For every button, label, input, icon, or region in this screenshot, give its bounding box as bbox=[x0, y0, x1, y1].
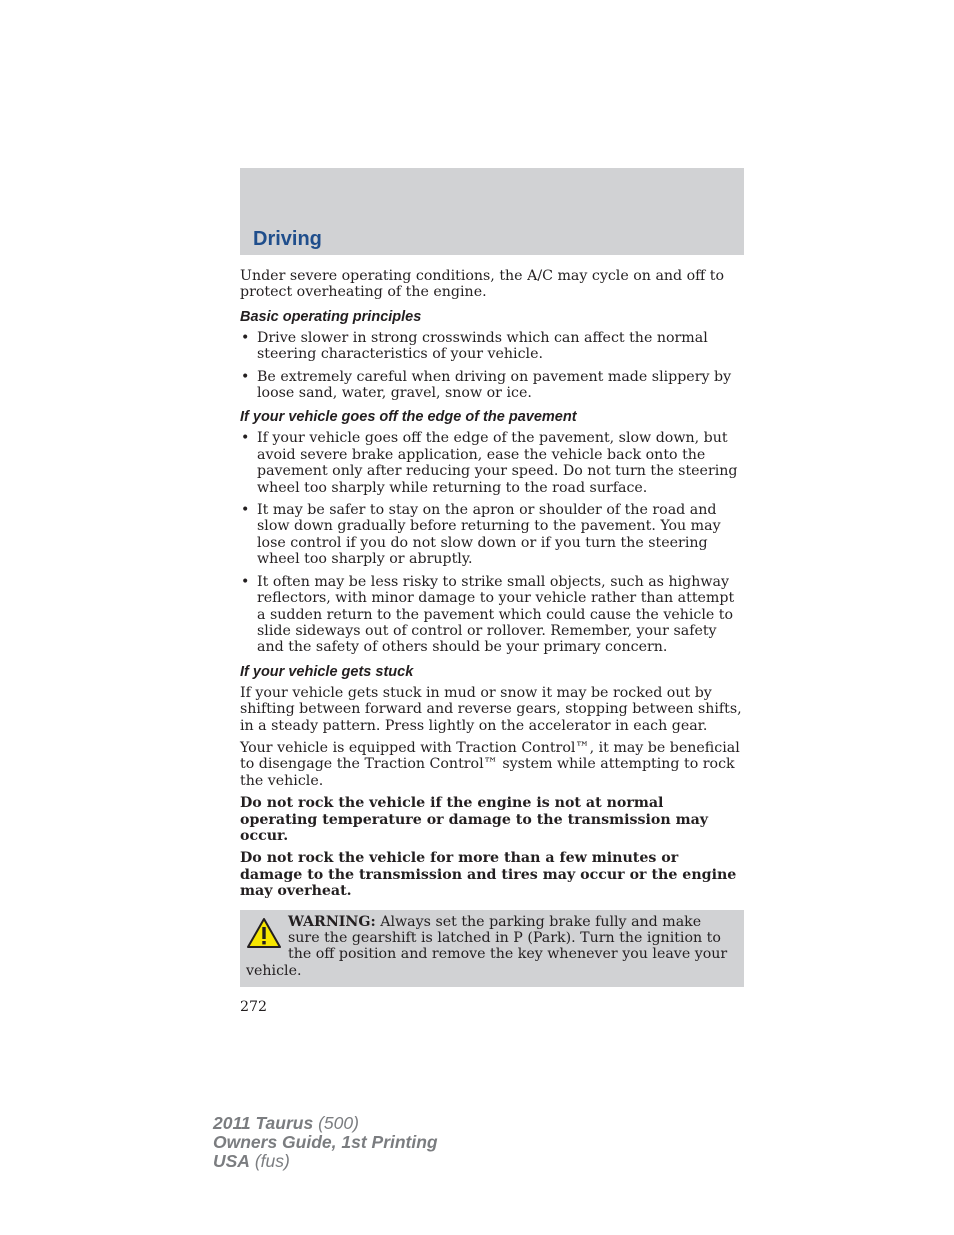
section-title: Driving bbox=[253, 228, 322, 250]
warning-text: Always set the parking brake fully and make sure the gearshift is latched in P (Park). Turn the ignition to the off position and remove the key whenever you leave your vehicle. bbox=[246, 913, 728, 979]
list-item-text: Be extremely careful when driving on pavement made slippery by loose sand, water, gravel, snow or ice. bbox=[257, 368, 732, 402]
list-item-text: Drive slower in strong crosswinds which can affect the normal steering characteristics of your vehicle. bbox=[257, 329, 708, 363]
bullet-icon: • bbox=[241, 329, 250, 346]
list-item-text: It often may be less risky to strike small objects, such as highway reflectors, with minor damage to your vehicle rather than attempt a sudden return to the pavement which could cause the vehicle to slide sideways out of control or rollover. Remember, your safety and the safety of others should be your primary concern. bbox=[257, 573, 735, 656]
bullet-icon: • bbox=[241, 430, 250, 447]
warning-box bbox=[240, 910, 744, 988]
footer-model-line bbox=[213, 1114, 438, 1133]
footer-model: 2011 Taurus bbox=[213, 1113, 314, 1133]
section-header-band bbox=[240, 168, 744, 255]
footer-region: USA bbox=[213, 1151, 250, 1171]
heading-off-pavement: If your vehicle goes off the edge of the pavement bbox=[240, 409, 577, 426]
stuck-paragraph: If your vehicle gets stuck in mud or snow it may be rocked out by shifting between forward and reverse gears, stopping between shifts, in a steady pattern. Press lightly on the accelerator in each gear. bbox=[240, 684, 742, 734]
list-item bbox=[240, 502, 744, 568]
list-item-text: If your vehicle goes off the edge of the pavement, slow down, but avoid severe brake application, ease the vehicle back onto the pavement only after reducing your speed. Do not turn the steering wheel too sharply while returning to the road surface. bbox=[257, 430, 738, 496]
intro-paragraph: Under severe operating conditions, the A/C may cycle on and off to protect overheating of the engine. bbox=[240, 268, 725, 301]
footer-guide: Owners Guide, 1st Printing bbox=[213, 1132, 438, 1152]
caution-paragraph: Do not rock the vehicle if the engine is not at normal operating temperature or damage to the transmission may occur. bbox=[240, 795, 709, 844]
traction-control-paragraph: Your vehicle is equipped with Traction Control™, it may be beneficial to disengage the Traction Control™ system while attempting to rock the vehicle. bbox=[240, 739, 740, 789]
bullet-list-basic bbox=[240, 330, 744, 402]
list-item bbox=[240, 430, 744, 496]
bullet-icon: • bbox=[241, 502, 250, 519]
list-item bbox=[240, 574, 744, 656]
list-item bbox=[240, 369, 744, 402]
bullet-list-off-pavement bbox=[240, 430, 744, 655]
page-content bbox=[240, 268, 744, 1016]
caution-paragraph: Do not rock the vehicle for more than a few minutes or damage to the transmission and tires may occur or the engine may overheat. bbox=[240, 850, 737, 900]
heading-vehicle-stuck: If your vehicle gets stuck bbox=[240, 663, 414, 680]
bullet-icon: • bbox=[241, 573, 250, 590]
warning-triangle-icon bbox=[246, 916, 282, 950]
footer-region-line bbox=[213, 1152, 438, 1171]
footer-model-code: (500) bbox=[313, 1113, 359, 1133]
footer bbox=[213, 1114, 438, 1171]
list-item bbox=[240, 330, 744, 363]
heading-basic-operating-principles: Basic operating principles bbox=[240, 308, 422, 325]
bullet-icon: • bbox=[241, 368, 250, 385]
warning-label: WARNING: bbox=[288, 913, 376, 930]
page-number: 272 bbox=[240, 999, 268, 1016]
footer-region-code: (fus) bbox=[249, 1151, 290, 1171]
list-item-text: It may be safer to stay on the apron or shoulder of the road and slow down gradually before returning to the pavement. You may lose control if you do not slow down or if you turn the steering wheel too sharply or abruptly. bbox=[257, 502, 721, 568]
